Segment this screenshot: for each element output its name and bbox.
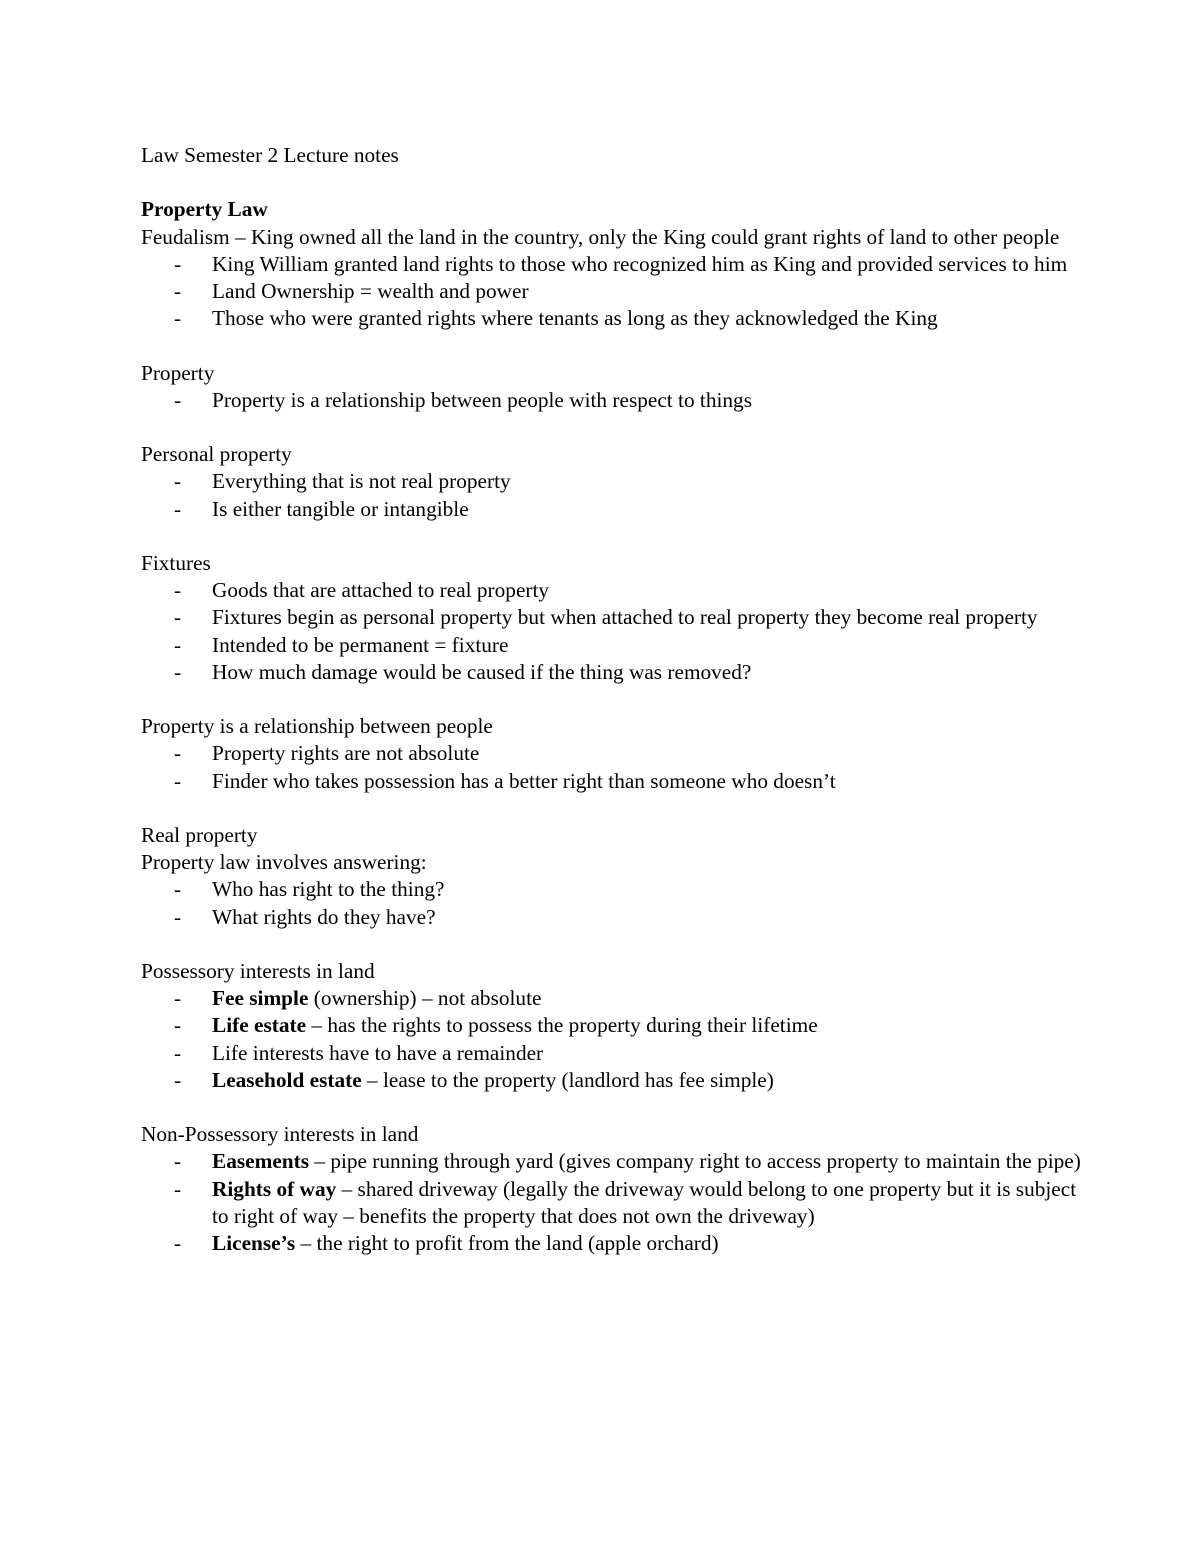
bullet-dash: - xyxy=(174,632,182,657)
section-title-relationship: Property is a relationship between people xyxy=(141,714,493,739)
list-item-text: Land Ownership = wealth and power xyxy=(212,279,529,303)
spacer xyxy=(141,795,1081,822)
bullet-list-personal-property xyxy=(141,468,1081,522)
list-item xyxy=(141,305,1081,332)
list-item-text: Property is a relationship between people with respect to things xyxy=(212,387,752,412)
list-item xyxy=(141,1067,1081,1094)
bullet-dash: - xyxy=(174,1231,182,1255)
section-title-non-possessory: Non-Possessory interests in land xyxy=(141,1122,419,1147)
list-item xyxy=(141,278,1081,305)
bullet-list-relationship xyxy=(141,740,1081,794)
spacer xyxy=(141,169,1081,196)
list-item xyxy=(141,387,1081,414)
bullet-dash: - xyxy=(174,1176,182,1201)
section-title-possessory: Possessory interests in land xyxy=(141,958,375,983)
spacer xyxy=(141,414,1081,441)
list-item-text: Those who were granted rights where tenants as long as they acknowledged the King xyxy=(212,306,938,331)
list-item-text: Life interests have to have a remainder xyxy=(212,1040,544,1065)
list-item-text: Who has right to the thing? xyxy=(212,877,445,902)
list-item xyxy=(141,1040,1081,1067)
section-subtitle-real-property: Property law involves answering: xyxy=(141,850,427,875)
section-heading-property-law: Property Law xyxy=(141,197,268,222)
list-item xyxy=(141,604,1081,631)
spacer xyxy=(141,1094,1081,1121)
bullet-dash: - xyxy=(174,904,182,929)
list-item-text: – lease to the property (landlord has fee simple) xyxy=(361,1067,774,1092)
bullet-dash: - xyxy=(174,1149,182,1174)
bullet-list-fixtures xyxy=(141,577,1081,686)
bullet-dash: - xyxy=(174,986,182,1011)
bullet-list-possessory xyxy=(141,985,1081,1094)
list-item-term: Fee simple xyxy=(212,986,309,1011)
list-item-text: – the right to profit from the land (apple orchard) xyxy=(295,1231,719,1255)
bullet-dash: - xyxy=(174,496,182,521)
bullet-dash: - xyxy=(174,605,182,630)
bullet-list-non-possessory xyxy=(141,1148,1081,1257)
bullet-dash: - xyxy=(174,279,182,303)
bullet-dash: - xyxy=(174,659,182,684)
section-title-personal-property: Personal property xyxy=(141,442,292,467)
bullet-dash: - xyxy=(174,877,182,902)
list-item xyxy=(141,496,1081,523)
list-item-text: Is either tangible or intangible xyxy=(212,496,469,521)
list-item-text: Everything that is not real property xyxy=(212,469,511,494)
section-title-property: Property xyxy=(141,360,215,385)
list-item-text: Fixtures begin as personal property but when attached to real property they become real property xyxy=(212,605,1038,630)
spacer xyxy=(141,523,1081,550)
bullet-dash: - xyxy=(174,1040,182,1065)
list-item-text: (ownership) – not absolute xyxy=(308,986,542,1011)
list-item-term: Easements xyxy=(212,1149,310,1174)
list-item-term: Rights of way xyxy=(212,1176,337,1201)
list-item xyxy=(141,768,1081,795)
bullet-dash: - xyxy=(174,1067,182,1092)
spacer xyxy=(141,931,1081,958)
list-item xyxy=(141,659,1081,686)
list-item xyxy=(141,1176,1081,1230)
list-item-text: Goods that are attached to real property xyxy=(212,578,550,603)
spacer xyxy=(141,686,1081,713)
list-item xyxy=(141,632,1081,659)
list-item xyxy=(141,876,1081,903)
list-item xyxy=(141,985,1081,1012)
list-item-term: License’s xyxy=(212,1231,296,1255)
bullet-dash: - xyxy=(174,469,182,494)
list-item xyxy=(141,1148,1081,1175)
list-item-text: King William granted land rights to those who recognized him as King and provided services to him xyxy=(212,251,1068,276)
bullet-dash: - xyxy=(174,1013,182,1038)
list-item-term: Leasehold estate xyxy=(212,1067,362,1092)
bullet-list-property-law xyxy=(141,251,1081,333)
list-item-text: – pipe running through yard (gives company right to access property to maintain the pipe) xyxy=(309,1149,1081,1174)
list-item xyxy=(141,468,1081,495)
bullet-list-real-property xyxy=(141,876,1081,930)
list-item-text: What rights do they have? xyxy=(212,904,436,929)
list-item xyxy=(141,1012,1081,1039)
list-item xyxy=(141,577,1081,604)
bullet-dash: - xyxy=(174,251,182,276)
list-item xyxy=(141,251,1081,278)
spacer xyxy=(141,332,1081,359)
bullet-list-property xyxy=(141,387,1081,414)
feudalism-paragraph: Feudalism – King owned all the land in the country, only the King could grant rights of land to other people xyxy=(141,224,1060,249)
bullet-dash: - xyxy=(174,768,182,793)
document-page xyxy=(141,142,1081,1257)
bullet-dash: - xyxy=(174,578,182,603)
list-item xyxy=(141,904,1081,931)
list-item-text: – shared driveway (legally the driveway would belong to one property but it is subject to right of way – benefits the property that does not own the driveway) xyxy=(212,1176,1077,1228)
list-item-text: How much damage would be caused if the thing was removed? xyxy=(212,659,752,684)
section-title-real-property: Real property xyxy=(141,822,258,847)
list-item-term: Life estate xyxy=(212,1013,307,1038)
list-item-text: – has the rights to possess the property during their lifetime xyxy=(306,1013,818,1038)
section-title-fixtures: Fixtures xyxy=(141,550,211,575)
list-item xyxy=(141,740,1081,767)
list-item-text: Intended to be permanent = fixture xyxy=(212,632,509,657)
list-item-text: Finder who takes possession has a better right than someone who doesn’t xyxy=(212,768,836,793)
list-item-text: Property rights are not absolute xyxy=(212,741,480,766)
document-title: Law Semester 2 Lecture notes xyxy=(141,143,399,167)
bullet-dash: - xyxy=(174,741,182,766)
bullet-dash: - xyxy=(174,387,182,412)
bullet-dash: - xyxy=(174,306,182,331)
list-item xyxy=(141,1230,1081,1257)
